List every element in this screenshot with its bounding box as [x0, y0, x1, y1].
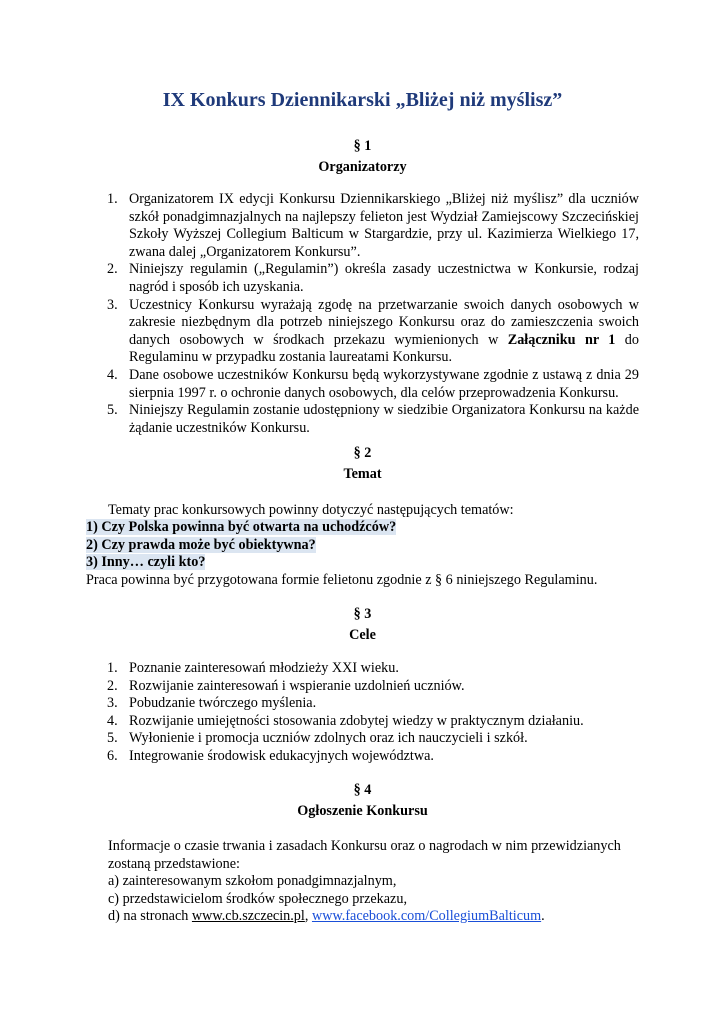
list-text: Rozwijanie umiejętności stosowania zdobytej wiedzy w praktycznym działaniu. [129, 712, 584, 729]
list-number: 3. [107, 296, 118, 313]
list-number: 2. [107, 261, 118, 278]
list-text: Wyłonienie i promocja uczniów zdolnych oraz ich nauczycieli i szkół. [129, 730, 528, 747]
section-2-header [0, 443, 725, 485]
list-number: 6. [107, 747, 118, 764]
list-number: 1. [107, 660, 118, 676]
announcement-item-a: a) zainteresowanym szkołom ponadgimnazjalnym, [108, 873, 397, 890]
section-sign: § 4 [353, 782, 372, 798]
list-number: 2. [107, 677, 118, 694]
organizers-list [107, 191, 639, 437]
list-item [107, 366, 639, 402]
list-text: Rozwijanie zainteresowań i wspieranie uzdolnień uczniów. [129, 677, 465, 694]
topic-item: 2) Czy prawda może być obiektywna? [86, 536, 316, 553]
announcement-block [108, 838, 638, 926]
list-number: 5. [107, 402, 118, 419]
announcement-item-c: c) przedstawicielom środków społecznego przekazu, [108, 890, 407, 907]
list-text: Integrowanie środowisk edukacyjnych województwa. [129, 747, 434, 764]
topic-item: 1) Czy Polska powinna być otwarta na uchodźców? [86, 519, 397, 535]
list-item [107, 747, 639, 766]
list-item [107, 695, 639, 713]
list-item [107, 712, 639, 731]
list-text: Poznanie zainteresowań młodzieży XXI wieku. [129, 660, 399, 676]
announcement-d-prefix: d) na stronach [108, 908, 192, 925]
topics-outro: Praca powinna być przygotowana formie felietonu zgodnie z § 6 niniejszego Regulaminu. [86, 571, 598, 588]
topics-intro: Tematy prac konkursowych powinny dotyczyć następujących tematów: [108, 502, 514, 518]
list-text: Dane osobowe uczestników Konkursu będą wykorzystywane zgodnie z ustawą z dnia 29 sierpnia 1997 r. o ochronie danych osobowych, dla celów przeprowadzenia Konkursu. [129, 366, 639, 401]
link-separator: , [304, 908, 312, 925]
topics-list [86, 519, 686, 589]
section-1-header [0, 136, 725, 178]
section-heading: Cele [349, 627, 376, 643]
section-heading: Organizatorzy [318, 159, 407, 175]
section-sign: § 1 [353, 138, 372, 154]
list-number: 1. [107, 191, 118, 207]
list-number: 3. [107, 695, 118, 712]
list-number: 4. [107, 366, 118, 383]
section-sign: § 2 [353, 445, 372, 461]
section-heading: Temat [343, 466, 382, 482]
list-item [107, 402, 639, 437]
topic-item: 3) Inny… czyli kto? [86, 554, 206, 571]
section-sign: § 3 [353, 606, 372, 622]
list-text: Niniejszy regulamin („Regulamin”) określa zasady uczestnictwa w Konkursie, rodzaj nagród i sposób ich uzyskania. [129, 261, 639, 295]
list-text: Pobudzanie twórczego myślenia. [129, 695, 317, 712]
list-item [107, 296, 639, 367]
list-text: Niniejszy Regulamin zostanie udostępniony w siedzibie Organizatora Konkursu na każde żądanie uczestników Konkursu. [129, 402, 639, 436]
list-item [107, 677, 639, 696]
announcement-item-d [108, 908, 638, 926]
sentence-end: . [541, 908, 545, 925]
list-item [107, 191, 639, 261]
section-heading: Ogłoszenie Konkursu [297, 803, 428, 819]
list-item [107, 660, 639, 678]
list-text-bold: Załączniku nr 1 [507, 331, 616, 348]
list-text: do Regulaminu w przypadku zostania laureatami Konkursu. [129, 331, 639, 366]
list-number: 5. [107, 730, 118, 747]
list-item [107, 261, 639, 296]
announcement-intro: Informacje o czasie trwania i zasadach Konkursu oraz o nagrodach w nim przewidzianych zostaną przedstawione: [108, 838, 621, 872]
section-4-header [0, 780, 725, 822]
list-text: Uczestnicy Konkursu wyrażają zgodę na przetwarzanie swoich danych osobowych w zakresie niezbędnym dla potrzeb niniejszego Konkursu oraz do zamieszczenia swoich danych osobowych w środkach przekazu wymienionych w [129, 296, 639, 348]
list-text: Organizatorem IX edycji Konkursu Dziennikarskiego „Bliżej niż myślisz” dla uczniów szkół ponadgimnazjalnych na najlepszy felieton jest Wydział Zamiejscowy Szczecińskiej Szkoły Wyższej Collegium Balticum w Stargardzie, przy ul. Kazimierza Wielkiego 17, zwana dalej „Organizatorem Konkursu”. [129, 191, 639, 260]
list-number: 4. [107, 712, 118, 729]
document-title: IX Konkurs Dziennikarski „Bliżej niż myślisz” [162, 89, 563, 111]
list-item [107, 730, 639, 748]
link-facebook[interactable]: www.facebook.com/CollegiumBalticum [311, 908, 542, 925]
section-3-header [0, 604, 725, 646]
goals-list [107, 660, 639, 766]
link-cb-szczecin[interactable]: www.cb.szczecin.pl [191, 908, 305, 925]
